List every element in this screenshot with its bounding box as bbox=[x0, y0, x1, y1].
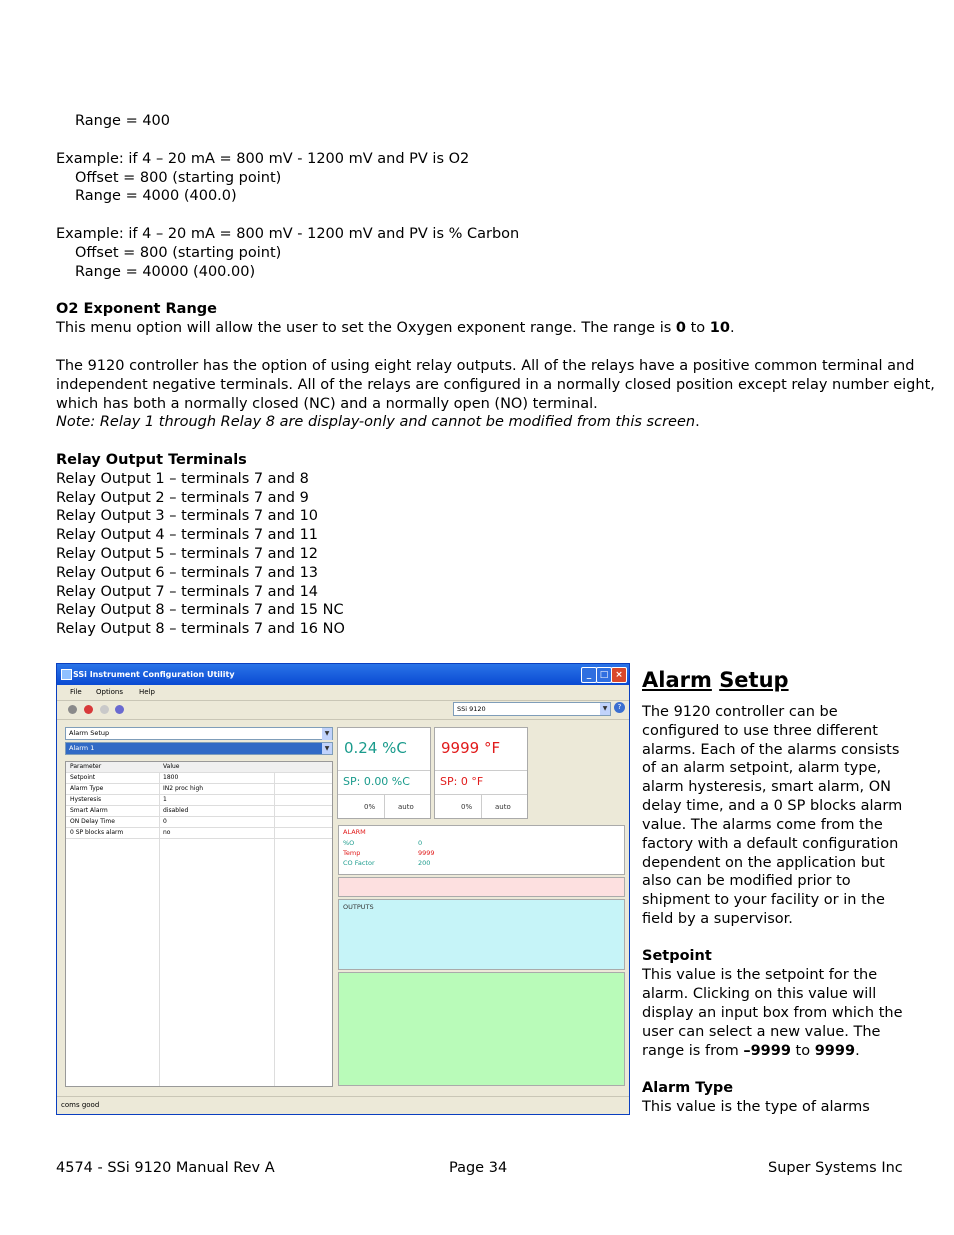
param-name: Setpoint bbox=[70, 774, 96, 781]
loop2-pv: 9999 °F bbox=[441, 739, 501, 757]
window-title: SSi Instrument Configuration Utility bbox=[73, 670, 235, 679]
chevron-down-icon: ▼ bbox=[600, 703, 610, 715]
grid-header-value: Value bbox=[163, 763, 180, 770]
table-row[interactable] bbox=[66, 784, 332, 795]
device-select-value: SSi 9120 bbox=[457, 705, 486, 713]
outputs-label: OUTPUTS bbox=[343, 903, 374, 911]
menu-combo-value: Alarm Setup bbox=[69, 729, 110, 737]
footer-left: 4574 - SSi 9120 Manual Rev A bbox=[56, 1160, 275, 1176]
loop1-mode[interactable]: auto bbox=[398, 803, 414, 811]
bottom-panel bbox=[338, 972, 625, 1086]
relay-terminals-heading: Relay Output Terminals bbox=[56, 452, 247, 468]
menu-options[interactable]: Options bbox=[96, 688, 124, 696]
alarm-row-value: 9999 bbox=[418, 849, 435, 857]
alarm-block bbox=[338, 825, 625, 875]
alarm-para-line: configured to use three different bbox=[642, 723, 878, 739]
alarm-para-line: The 9120 controller can be bbox=[642, 704, 838, 720]
footer-right: Super Systems Inc bbox=[768, 1160, 903, 1176]
param-name: Alarm Type bbox=[70, 785, 104, 792]
param-value[interactable]: disabled bbox=[163, 807, 189, 814]
menu-combo[interactable] bbox=[65, 727, 333, 740]
connect-icon[interactable] bbox=[68, 705, 77, 714]
setpoint-heading: Setpoint bbox=[642, 948, 712, 964]
table-row[interactable] bbox=[66, 817, 332, 828]
param-value[interactable]: 1 bbox=[163, 796, 167, 803]
device-select[interactable] bbox=[453, 702, 611, 716]
status-text: coms good bbox=[61, 1101, 100, 1109]
relay-para-line3: which has both a normally closed (NC) and a normally open (NO) terminal. bbox=[56, 396, 598, 412]
table-row[interactable] bbox=[66, 773, 332, 784]
parameter-grid bbox=[65, 761, 333, 1087]
window-titlebar bbox=[57, 664, 629, 685]
outputs-panel bbox=[338, 899, 625, 970]
param-value[interactable]: IN2 proc high bbox=[163, 785, 204, 792]
settings-icon[interactable] bbox=[115, 705, 124, 714]
setpoint-line: alarm. Clicking on this value will bbox=[642, 986, 877, 1002]
alarm-combo-value: Alarm 1 bbox=[69, 744, 95, 752]
param-name: ON Delay Time bbox=[70, 818, 115, 825]
alarm-para-line: delay time, and a 0 SP blocks alarm bbox=[642, 798, 903, 814]
alarm-para-line: factory with a default configuration bbox=[642, 836, 899, 852]
loop2-output: 0% bbox=[461, 803, 473, 811]
example-o2: Example: if 4 – 20 mA = 800 mV - 1200 mV and PV is O2 bbox=[56, 151, 470, 167]
loop2-mode[interactable]: auto bbox=[495, 803, 511, 811]
alarm-row-name: %O bbox=[343, 839, 355, 847]
setpoint-line: This value is the setpoint for the bbox=[642, 967, 878, 983]
param-name: Hysteresis bbox=[70, 796, 102, 803]
divider bbox=[481, 794, 482, 818]
maximize-icon[interactable]: □ bbox=[596, 667, 612, 683]
relay-terminal-item: Relay Output 2 – terminals 7 and 9 bbox=[56, 490, 309, 506]
example-carbon-range: Range = 40000 (400.00) bbox=[75, 264, 256, 280]
alarm-label: ALARM bbox=[343, 828, 366, 836]
loop2-sp[interactable]: SP: 0 °F bbox=[440, 775, 484, 788]
app-icon bbox=[61, 669, 72, 680]
grid-header bbox=[66, 762, 332, 773]
example-carbon: Example: if 4 – 20 mA = 800 mV - 1200 mV and PV is % Carbon bbox=[56, 226, 520, 242]
relay-note: Note: Relay 1 through Relay 8 are display-only and cannot be modified from this screen. bbox=[56, 414, 700, 430]
alarm-type-heading: Alarm Type bbox=[642, 1080, 734, 1096]
setpoint-line: user can select a new value. The bbox=[642, 1024, 881, 1040]
example-carbon-offset: Offset = 800 (starting point) bbox=[75, 245, 282, 261]
param-name: 0 SP blocks alarm bbox=[70, 829, 124, 836]
loop1-pv: 0.24 %C bbox=[344, 739, 407, 757]
relay-terminal-item: Relay Output 1 – terminals 7 and 8 bbox=[56, 471, 309, 487]
minimize-icon[interactable]: _ bbox=[581, 667, 597, 683]
range-line: Range = 400 bbox=[75, 113, 171, 129]
o2-exponent-heading: O2 Exponent Range bbox=[56, 301, 218, 317]
menu-bar bbox=[57, 685, 629, 699]
grid-header-parameter: Parameter bbox=[70, 763, 102, 770]
upload-icon[interactable] bbox=[100, 705, 109, 714]
alarm-para-line: alarms. Each of the alarms consists bbox=[642, 742, 900, 758]
alarm-type-line: This value is the type of alarms bbox=[642, 1099, 870, 1115]
relay-terminal-item: Relay Output 5 – terminals 7 and 12 bbox=[56, 546, 319, 562]
close-icon[interactable]: × bbox=[611, 667, 627, 683]
relay-terminal-item: Relay Output 8 – terminals 7 and 15 NC bbox=[56, 602, 344, 618]
alarm-para-line: field by a supervisor. bbox=[642, 911, 793, 927]
divider bbox=[338, 770, 430, 771]
loop2-panel bbox=[434, 727, 528, 819]
param-value[interactable]: no bbox=[163, 829, 171, 836]
relay-terminal-item: Relay Output 8 – terminals 7 and 16 NO bbox=[56, 621, 345, 637]
alarm-para-line: of an alarm setpoint, alarm type, bbox=[642, 760, 882, 776]
menu-help[interactable]: Help bbox=[139, 688, 155, 696]
loop1-sp[interactable]: SP: 0.00 %C bbox=[343, 775, 410, 788]
param-value[interactable]: 0 bbox=[163, 818, 167, 825]
o2-exponent-text: This menu option will allow the user to set the Oxygen exponent range. The range is 0 to 10. bbox=[56, 320, 735, 336]
left-panel bbox=[63, 725, 333, 1087]
example-o2-range: Range = 4000 (400.0) bbox=[75, 188, 237, 204]
relay-terminal-item: Relay Output 6 – terminals 7 and 13 bbox=[56, 565, 319, 581]
setpoint-range: range is from –9999 to 9999. bbox=[642, 1043, 860, 1059]
footer-page: Page 34 bbox=[449, 1160, 508, 1176]
relay-terminal-item: Relay Output 4 – terminals 7 and 11 bbox=[56, 527, 319, 543]
table-row[interactable] bbox=[66, 828, 332, 839]
menu-file[interactable]: File bbox=[70, 688, 82, 696]
alarm-combo[interactable] bbox=[65, 742, 333, 755]
alarm-setup-heading: Alarm Setup bbox=[642, 668, 789, 692]
relay-terminal-item: Relay Output 3 – terminals 7 and 10 bbox=[56, 508, 319, 524]
example-o2-offset: Offset = 800 (starting point) bbox=[75, 170, 282, 186]
divider bbox=[435, 770, 527, 771]
relay-para-line1: The 9120 controller has the option of using eight relay outputs. All of the relays have a positive common terminal and bbox=[56, 358, 915, 374]
relay-para-line2: independent negative terminals. All of the relays are configured in a normally closed position except relay number eight, bbox=[56, 377, 935, 393]
alarm-para-line: value. The alarms come from the bbox=[642, 817, 883, 833]
alarm-para-line: alarm hysteresis, smart alarm, ON bbox=[642, 779, 892, 795]
alarm-para-line: also can be modified prior to bbox=[642, 873, 851, 889]
divider bbox=[384, 794, 385, 818]
stop-icon[interactable] bbox=[84, 705, 93, 714]
help-icon[interactable]: ? bbox=[614, 702, 625, 713]
chevron-down-icon: ▼ bbox=[322, 743, 332, 754]
alarm-para-line: dependent on the application but bbox=[642, 855, 885, 871]
alarm-row-value: 0 bbox=[418, 839, 423, 847]
setpoint-line: display an input box from which the bbox=[642, 1005, 903, 1021]
loop1-panel bbox=[337, 727, 431, 819]
right-panel bbox=[337, 725, 625, 1087]
alarm-row-value: 200 bbox=[418, 859, 431, 867]
param-name: Smart Alarm bbox=[70, 807, 108, 814]
param-value[interactable]: 1800 bbox=[163, 774, 179, 781]
alarm-row-name: Temp bbox=[343, 849, 361, 857]
table-row[interactable] bbox=[66, 806, 332, 817]
table-row[interactable] bbox=[66, 795, 332, 806]
status-bar bbox=[57, 1096, 629, 1114]
relay-terminal-item: Relay Output 7 – terminals 7 and 14 bbox=[56, 584, 319, 600]
config-utility-screenshot bbox=[56, 663, 630, 1115]
chevron-down-icon: ▼ bbox=[322, 728, 332, 740]
alarm-status-bar bbox=[338, 877, 625, 897]
alarm-para-line: shipment to your facility or in the bbox=[642, 892, 885, 908]
loop1-output: 0% bbox=[364, 803, 376, 811]
alarm-row-name: CO Factor bbox=[343, 859, 375, 867]
